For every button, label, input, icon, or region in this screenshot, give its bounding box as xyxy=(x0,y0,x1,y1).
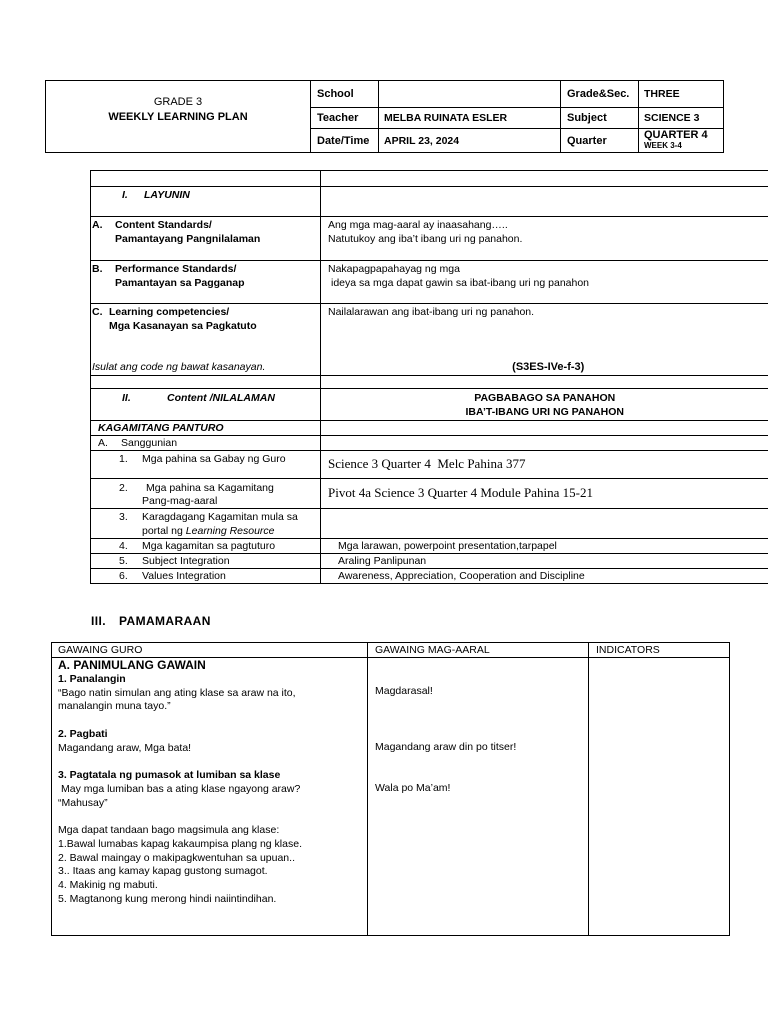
resource-item-3-value-cell xyxy=(321,509,768,539)
procedure-body-row xyxy=(52,658,730,936)
learning-competencies-label: Learning competencies/ xyxy=(109,306,230,318)
resource-item-2-value-cell xyxy=(321,479,768,509)
resource-item-3 xyxy=(91,509,768,539)
resource-item-4 xyxy=(91,539,768,554)
plan-title-cell xyxy=(46,81,311,153)
attendance-line-1: May mga lumiban bas a ating klase ngayong araw? xyxy=(61,782,301,795)
procedure-heading xyxy=(91,614,211,628)
column-header-indicators: INDICATORS xyxy=(589,643,730,658)
content-standards-text-line2: Natutukoy ang iba’t ibang uri ng panahon. xyxy=(328,233,523,245)
references-row xyxy=(91,436,768,451)
attendance-title: 3. Pagtatala ng pumasok at lumiban sa klase xyxy=(58,769,281,781)
spacer-cell-right-2 xyxy=(321,376,768,389)
quarter-value-cell xyxy=(639,129,724,153)
resource-item-6 xyxy=(91,569,768,584)
resource-item-6-label: Values Integration xyxy=(142,570,226,582)
performance-standards-letter: B. xyxy=(92,263,103,275)
prayer-response: Magdarasal! xyxy=(375,685,433,697)
column-header-teacher: GAWAING GURO xyxy=(52,643,368,658)
content-text-line1: PAGBABAGO SA PANAHON xyxy=(474,392,616,404)
content-standards-label-line2: Pamantayang Pangnilalaman xyxy=(115,233,261,245)
resource-item-3-label-line2: portal ng xyxy=(142,525,183,537)
content-number: II. xyxy=(122,392,131,404)
resource-item-4-value-cell xyxy=(321,539,768,554)
spacer-cell-right xyxy=(321,171,768,187)
grade-title: GRADE 3 xyxy=(153,96,203,108)
content-standards-label-line1 xyxy=(92,218,320,232)
spacer-cell-left-2 xyxy=(91,376,321,389)
attendance-line-2: “Mahusay” xyxy=(58,796,108,809)
resource-item-4-value: Mga larawan, powerpoint presentation,tarpapel xyxy=(338,540,557,552)
header-row-school xyxy=(46,81,724,108)
resource-item-6-value-cell xyxy=(321,569,768,584)
objectives-title: LAYUNIN xyxy=(144,189,190,201)
spacer xyxy=(58,810,367,824)
resource-item-1-label: Mga pahina sa Gabay ng Guro xyxy=(142,453,286,465)
prayer-line-1: “Bago natin simulan ang ating klase sa araw na ito, xyxy=(58,686,296,699)
school-value xyxy=(379,81,561,108)
resource-item-6-label-cell xyxy=(91,569,321,584)
teacher-label: Teacher xyxy=(311,108,379,129)
objectives-heading-row xyxy=(91,187,768,217)
code-instruction: Isulat ang code ng bawat kasanayan. xyxy=(92,361,266,373)
column-header-students: GAWAING MAG-AARAL xyxy=(368,643,589,658)
performance-standards-label-line2: Pamantayan sa Pagganap xyxy=(115,277,245,289)
rule-item: 1.Bawal lumabas kapag kakaumpisa plang ng klase. xyxy=(58,837,302,850)
procedure-number: III. xyxy=(91,614,106,628)
prayer-line-2: manalangin muna tayo.” xyxy=(58,700,171,713)
materials-title: KAGAMITANG PANTURO xyxy=(98,422,224,434)
performance-standards-text-line1: Nakapagpapahayag ng mga xyxy=(328,263,460,275)
resource-item-5-value-cell xyxy=(321,554,768,569)
objectives-heading-value xyxy=(321,187,768,217)
resource-item-2-number: 2. xyxy=(119,482,128,494)
rules-intro: Mga dapat tandaan bago magsimula ang klase: xyxy=(58,824,280,836)
references-label: Sanggunian xyxy=(121,437,178,449)
performance-standards-row xyxy=(91,261,768,304)
learning-competencies-label-line2: Mga Kasanayan sa Pagkatuto xyxy=(109,320,257,332)
rule-item: 3.. Itaas ang kamay kapag gustong sumagot. xyxy=(58,865,268,878)
spacer xyxy=(58,714,367,728)
competency-code: (S3ES-IVe-f-3) xyxy=(512,361,585,373)
procedure-header-row xyxy=(52,643,730,658)
header-table xyxy=(45,80,724,153)
resource-item-3-label-line2-wrap xyxy=(119,524,320,538)
resource-item-5 xyxy=(91,554,768,569)
learning-competencies-label-cell xyxy=(91,304,321,376)
performance-standards-label: Performance Standards/ xyxy=(115,263,237,275)
resource-item-5-value: Araling Panlipunan xyxy=(338,555,427,567)
content-standards-text-cell xyxy=(321,217,768,261)
rule-item: 4. Makinig ng mabuti. xyxy=(58,879,158,891)
resource-item-4-label: Mga kagamitan sa pagtuturo xyxy=(142,540,276,552)
spacer-row-top xyxy=(91,171,768,187)
grade-sec-label: Grade&Sec. xyxy=(561,81,639,108)
prayer-title: 1. Panalangin xyxy=(58,672,126,685)
school-label: School xyxy=(311,81,379,108)
learning-plan-table xyxy=(90,170,768,584)
resource-item-2-label-line1-wrap xyxy=(119,481,320,495)
procedure-table xyxy=(51,642,730,936)
content-standards-row xyxy=(91,217,768,261)
learning-competencies-label-line1 xyxy=(92,305,320,319)
indicators-cell xyxy=(589,658,730,936)
content-title: Content /NILALAMAN xyxy=(167,392,275,404)
subject-value: SCIENCE 3 xyxy=(639,108,724,129)
resource-item-6-value: Awareness, Appreciation, Cooperation and Discipline xyxy=(338,570,585,582)
references-cell xyxy=(91,436,321,451)
performance-standards-text-line2: ideya sa mga dapat gawin sa ibat-ibang uri ng panahon xyxy=(331,277,590,289)
resource-item-2-label-line1: Mga pahina sa Kagamitang xyxy=(146,482,274,494)
subject-label: Subject xyxy=(561,108,639,129)
greeting-title: 2. Pagbati xyxy=(58,727,108,740)
learning-competencies-text-cell xyxy=(321,304,768,376)
resource-item-6-number: 6. xyxy=(119,570,128,582)
greeting-response: Magandang araw din po titser! xyxy=(375,740,517,753)
content-row xyxy=(91,389,768,421)
resource-item-2-label-cell xyxy=(91,479,321,509)
resource-item-5-label-cell xyxy=(91,554,321,569)
performance-standards-label-cell xyxy=(91,261,321,304)
rule-item: 5. Magtanong kung merong hindi naiintindihan. xyxy=(58,892,277,905)
resource-item-3-label-line1-wrap xyxy=(119,510,320,524)
references-value xyxy=(321,436,768,451)
content-standards-label: Content Standards/ xyxy=(115,219,212,231)
spacer xyxy=(58,755,367,769)
resource-item-2-label-line2: Pang-mag-aaral xyxy=(142,495,218,507)
content-text-cell xyxy=(321,389,768,421)
learning-competencies-text: Nailalarawan ang ibat-ibang uri ng panahon. xyxy=(328,306,535,318)
resource-item-3-label-line1: Karagdagang Kagamitan mula sa xyxy=(142,511,298,523)
resource-item-1-label-cell xyxy=(91,451,321,479)
activity-heading: A. PANIMULANG GAWAIN xyxy=(58,658,206,672)
resource-item-3-label-cell xyxy=(91,509,321,539)
content-text-line2: IBA’T-IBANG URI NG PANAHON xyxy=(465,406,624,418)
objectives-number: I. xyxy=(122,189,128,201)
student-activities-cell xyxy=(368,658,589,936)
resource-item-1-number: 1. xyxy=(119,453,128,465)
content-heading-cell xyxy=(91,389,321,421)
datetime-value: APRIL 23, 2024 xyxy=(379,129,561,153)
performance-standards-text-cell xyxy=(321,261,768,304)
materials-heading-row xyxy=(91,421,768,436)
resource-item-3-number: 3. xyxy=(119,511,128,523)
resource-item-4-label-cell xyxy=(91,539,321,554)
resource-item-2 xyxy=(91,479,768,509)
content-standards-label-cell xyxy=(91,217,321,261)
teacher-activities-cell xyxy=(52,658,368,936)
spacer-cell-left xyxy=(91,171,321,187)
quarter-label: Quarter xyxy=(561,129,639,153)
resource-item-1 xyxy=(91,451,768,479)
greeting-line: Magandang araw, Mga bata! xyxy=(58,741,192,754)
performance-standards-label-line1 xyxy=(92,262,320,276)
objectives-heading-cell xyxy=(91,187,321,217)
rule-item: 2. Bawal maingay o makipagkwentuhan sa upuan.. xyxy=(58,851,295,864)
grade-sec-value: THREE xyxy=(639,81,724,108)
resource-item-4-number: 4. xyxy=(119,540,128,552)
resource-item-1-value: Science 3 Quarter 4 Melc Pahina 377 xyxy=(328,456,526,471)
procedure-title: PAMAMARAAN xyxy=(119,614,211,628)
learning-resource-label: Learning Resource xyxy=(185,525,275,537)
quarter-value: QUARTER 4 xyxy=(644,129,708,141)
materials-heading-value xyxy=(321,421,768,436)
datetime-label: Date/Time xyxy=(311,129,379,153)
references-letter: A. xyxy=(98,437,108,449)
materials-heading-cell xyxy=(91,421,321,436)
attendance-response: Wala po Ma’am! xyxy=(375,781,451,794)
learning-competencies-letter: C. xyxy=(92,306,103,318)
resource-item-1-value-cell xyxy=(321,451,768,479)
learning-competencies-row xyxy=(91,304,768,376)
plan-title: WEEKLY LEARNING PLAN xyxy=(108,111,248,123)
week-value: WEEK 3-4 xyxy=(644,141,682,150)
teacher-value: MELBA RUINATA ESLER xyxy=(379,108,561,129)
spacer-row-middle xyxy=(91,376,768,389)
content-standards-letter: A. xyxy=(92,219,103,231)
resource-item-5-label: Subject Integration xyxy=(142,555,230,567)
content-standards-text-line1: Ang mga mag-aaral ay inaasahang….. xyxy=(328,219,508,231)
resource-item-2-value: Pivot 4a Science 3 Quarter 4 Module Pahina 15-21 xyxy=(328,485,593,500)
resource-item-5-number: 5. xyxy=(119,555,128,567)
